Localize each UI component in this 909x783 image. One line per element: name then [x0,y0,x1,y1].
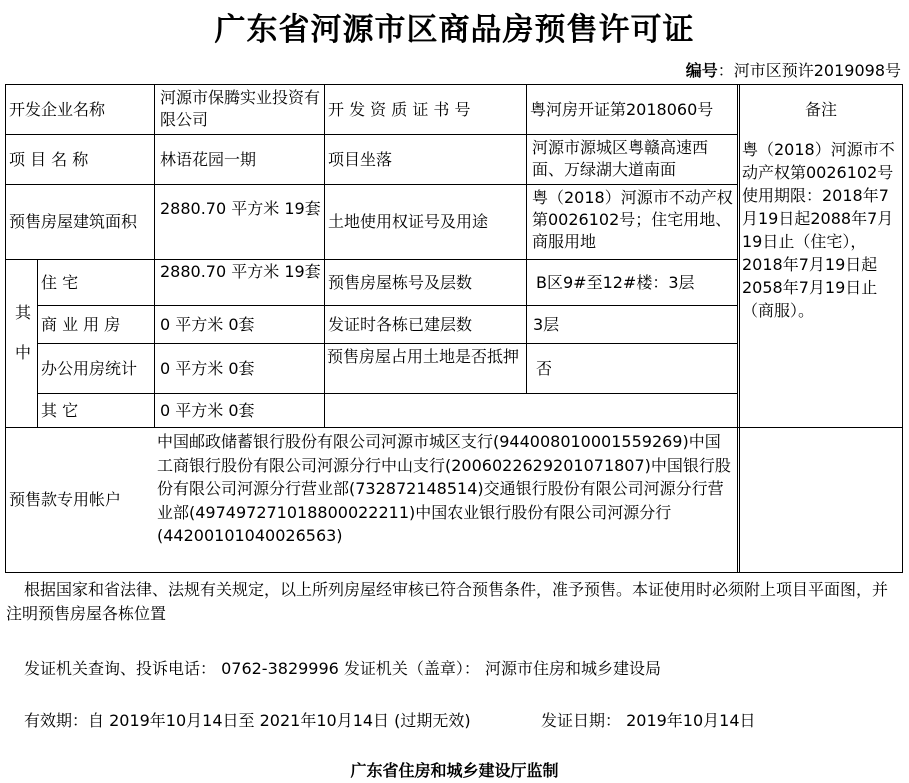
residential-value: 2880.70 平方米 19套 [160,262,321,281]
project-name-value: 林语花园一期 [160,149,257,169]
commercial-label: 商 业 用 房 [41,314,121,334]
other-value: 0 平方米 0套 [160,400,255,420]
certificate-number [686,58,901,81]
building-no-label: 预售房屋栋号及层数 [328,272,473,292]
commercial-value: 0 平方米 0套 [160,314,255,334]
approval-statement: 根据国家和省法律、法规有关规定，以上所列房屋经审核已符合预售条件，准予预售。本证使用时必须附上项目平面图，并注明预售房屋各栋位置 [6,580,889,623]
mortgage-label: 预售房屋占用土地是否抵押 [327,347,520,366]
account-label: 预售款专用帐户 [9,490,122,509]
project-location-label: 项目坐落 [328,149,393,169]
developer-label: 开发企业名称 [9,99,106,119]
account-value: 中国邮政储蓄银行股份有限公司河源市城区支行(944008010001559269)中国工商银行股份有限公司河源分行中山支行(2006022629201071807)中国银行股份有限公司河源分行营业部(732872148514)交通银行股份有限公司河源分行营业部(497497271018800022211)中国农业银行股份有限公司河源分行(44200101040026563) [157,432,731,545]
remarks-value: 粤（2018）河源市不动产权第0026102号使用期限：2018年7月19日起2088年7月19日止（住宅），2018年7月19日起2058年7月19日止（商服）。 [742,140,895,320]
built-floors-label: 发证时各栋已建层数 [328,314,473,334]
presale-area-label: 预售房屋建筑面积 [9,212,138,231]
project-location-value: 河源市源城区粤赣高速西面、万绿湖大道南面 [532,138,709,179]
certificate-number-label: 编号 [685,61,718,80]
among-label: 其中 [12,303,32,384]
remarks-label: 备注 [804,99,837,119]
certificate-title: 广东省河源市区商品房预售许可证 [214,12,695,48]
land-cert-label: 土地使用权证号及用途 [328,212,489,231]
mortgage-value: 否 [536,358,553,378]
project-name-label: 项 目 名 称 [9,149,89,169]
office-value: 0 平方米 0套 [160,358,255,378]
other-label: 其 它 [41,400,79,420]
qualification-value: 粤河房开证第2018060号 [530,99,714,119]
certificate-number-value: ：河市区预许2019098号 [717,61,901,80]
developer-value: 河源市保腾实业投资有限公司 [160,88,321,129]
supervisor-footer: 广东省住房和城乡建设厅监制 [350,761,559,780]
land-cert-value: 粤（2018）河源市不动产权第0026102号；住宅用地、商服用地 [532,188,733,251]
presale-area-value: 2880.70 平方米 19套 [160,199,321,218]
qualification-label: 开 发 资 质 证 书 号 [328,99,471,119]
issue-date: 发证日期： 2019年10月14日 [541,711,756,730]
building-no-value: B区9#至12#楼：3层 [536,272,695,292]
residential-label: 住 宅 [41,272,79,292]
validity-period: 有效期：自 2019年10月14日至 2021年10月14日 (过期无效) [24,711,471,730]
office-label: 办公用房统计 [41,358,138,378]
issuing-authority-contact: 发证机关查询、投诉电话： 0762-3829996 发证机关（盖章）： 河源市住房和城乡建设局 [24,659,662,678]
built-floors-value: 3层 [533,314,560,334]
